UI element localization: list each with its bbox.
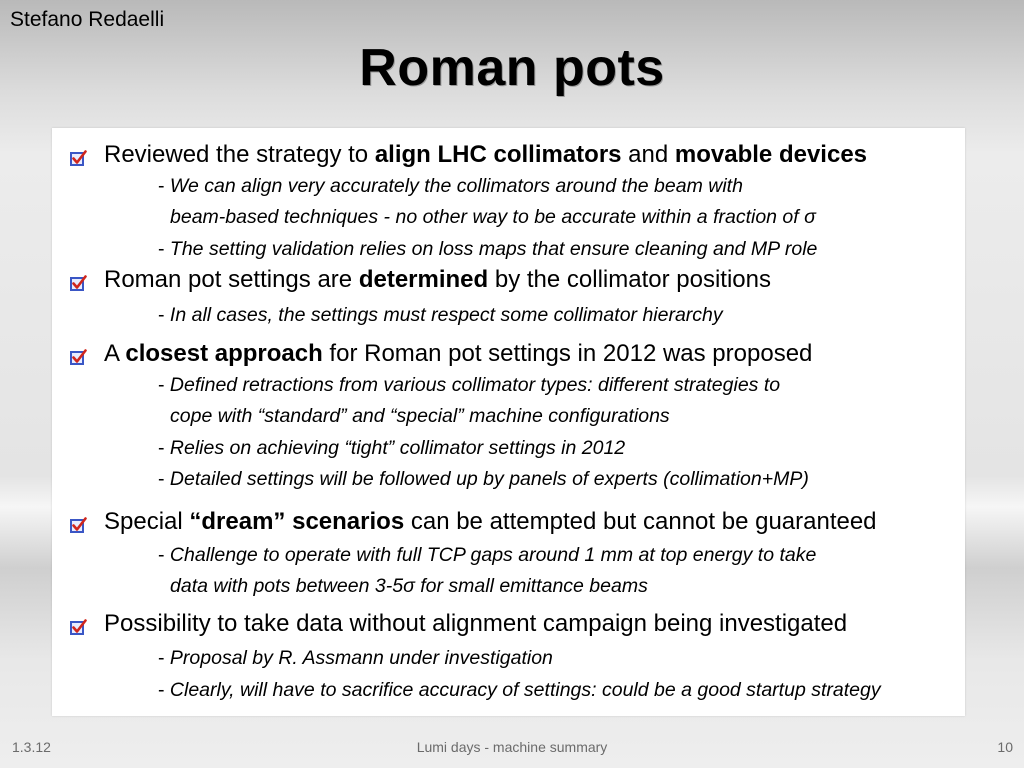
bullet-text — [104, 508, 877, 536]
sub-point — [158, 544, 816, 567]
sub-point — [158, 468, 809, 491]
sub-point-text: We can align very accurately the collimators around the beam with — [169, 175, 743, 197]
text-run: Possibility to take data without alignment campaign being investigated — [104, 610, 848, 637]
bold-phrase: closest approach — [125, 340, 323, 367]
text-run: for Roman pot settings in 2012 was proposed — [322, 340, 813, 367]
sub-point-text: Challenge to operate with full TCP gaps around 1 mm at top energy to take — [169, 544, 817, 566]
bold-phrase: align LHC collimators — [374, 141, 622, 168]
sub-point — [158, 679, 881, 702]
sub-point-text: Clearly, will have to sacrifice accuracy of settings: could be a good startup strategy — [169, 678, 881, 701]
bullet-text — [104, 610, 847, 638]
text-run: Roman pot settings are — [104, 266, 359, 293]
footer-date: 1.3.12 — [12, 739, 51, 755]
sub-point-text: Relies on achieving “tight” collimator settings in 2012 — [169, 436, 626, 459]
sub-point — [158, 304, 723, 327]
dash-marker: - — [158, 678, 170, 701]
dash-marker: - — [158, 175, 170, 197]
sub-point — [158, 238, 817, 261]
sub-point — [158, 647, 553, 670]
bold-phrase: “dream” scenarios — [189, 508, 405, 535]
text-run: A — [104, 340, 126, 367]
text-run: and — [621, 141, 675, 168]
bullet-text — [104, 340, 812, 368]
dash-marker: - — [158, 468, 170, 490]
text-run: Reviewed the strategy to — [104, 141, 375, 168]
checkbox-icon — [70, 349, 87, 366]
footer-title: Lumi days - machine summary — [416, 739, 608, 755]
sub-point — [158, 437, 625, 460]
sub-point-text: The setting validation relies on loss maps that ensure cleaning and MP role — [169, 237, 818, 260]
sub-point-text: Defined retractions from various collimator types: different strategies to — [169, 374, 781, 396]
sub-point-text: In all cases, the settings must respect some collimator hierarchy — [169, 304, 723, 326]
dash-marker: - — [158, 304, 170, 326]
checkbox-icon — [70, 275, 87, 292]
slide-title: Roman pots — [359, 39, 665, 97]
sub-point — [158, 374, 780, 397]
dash-marker: - — [158, 647, 170, 669]
sub-point-text: Proposal by R. Assmann under investigation — [169, 647, 553, 669]
dash-marker: - — [158, 374, 170, 396]
dash-marker: - — [158, 544, 170, 566]
sub-point — [158, 175, 743, 198]
checkbox-icon — [70, 619, 87, 636]
dash-marker: - — [158, 237, 170, 260]
dash-marker: - — [158, 436, 170, 459]
sub-point-continuation: data with pots between 3-5σ for small emittance beams — [170, 575, 648, 597]
text-run: by the collimator positions — [488, 266, 771, 293]
author-name: Stefano Redaelli — [10, 8, 165, 31]
text-run: can be attempted but cannot be guaranteed — [404, 508, 877, 535]
sub-point-text: Detailed settings will be followed up by panels of experts (collimation+MP) — [169, 468, 809, 490]
sub-point-continuation: beam-based techniques - no other way to be accurate within a fraction of σ — [170, 206, 816, 228]
bold-phrase: determined — [358, 266, 489, 293]
sub-point-continuation: cope with “standard” and “special” machine configurations — [170, 405, 670, 427]
bold-phrase: movable devices — [674, 141, 868, 168]
bullet-text — [104, 141, 867, 169]
page-number: 10 — [997, 739, 1013, 755]
text-run: Special — [104, 508, 190, 535]
checkbox-icon — [70, 517, 87, 534]
content-panel — [52, 128, 965, 716]
bullet-text — [104, 266, 771, 294]
checkbox-icon — [70, 150, 87, 167]
